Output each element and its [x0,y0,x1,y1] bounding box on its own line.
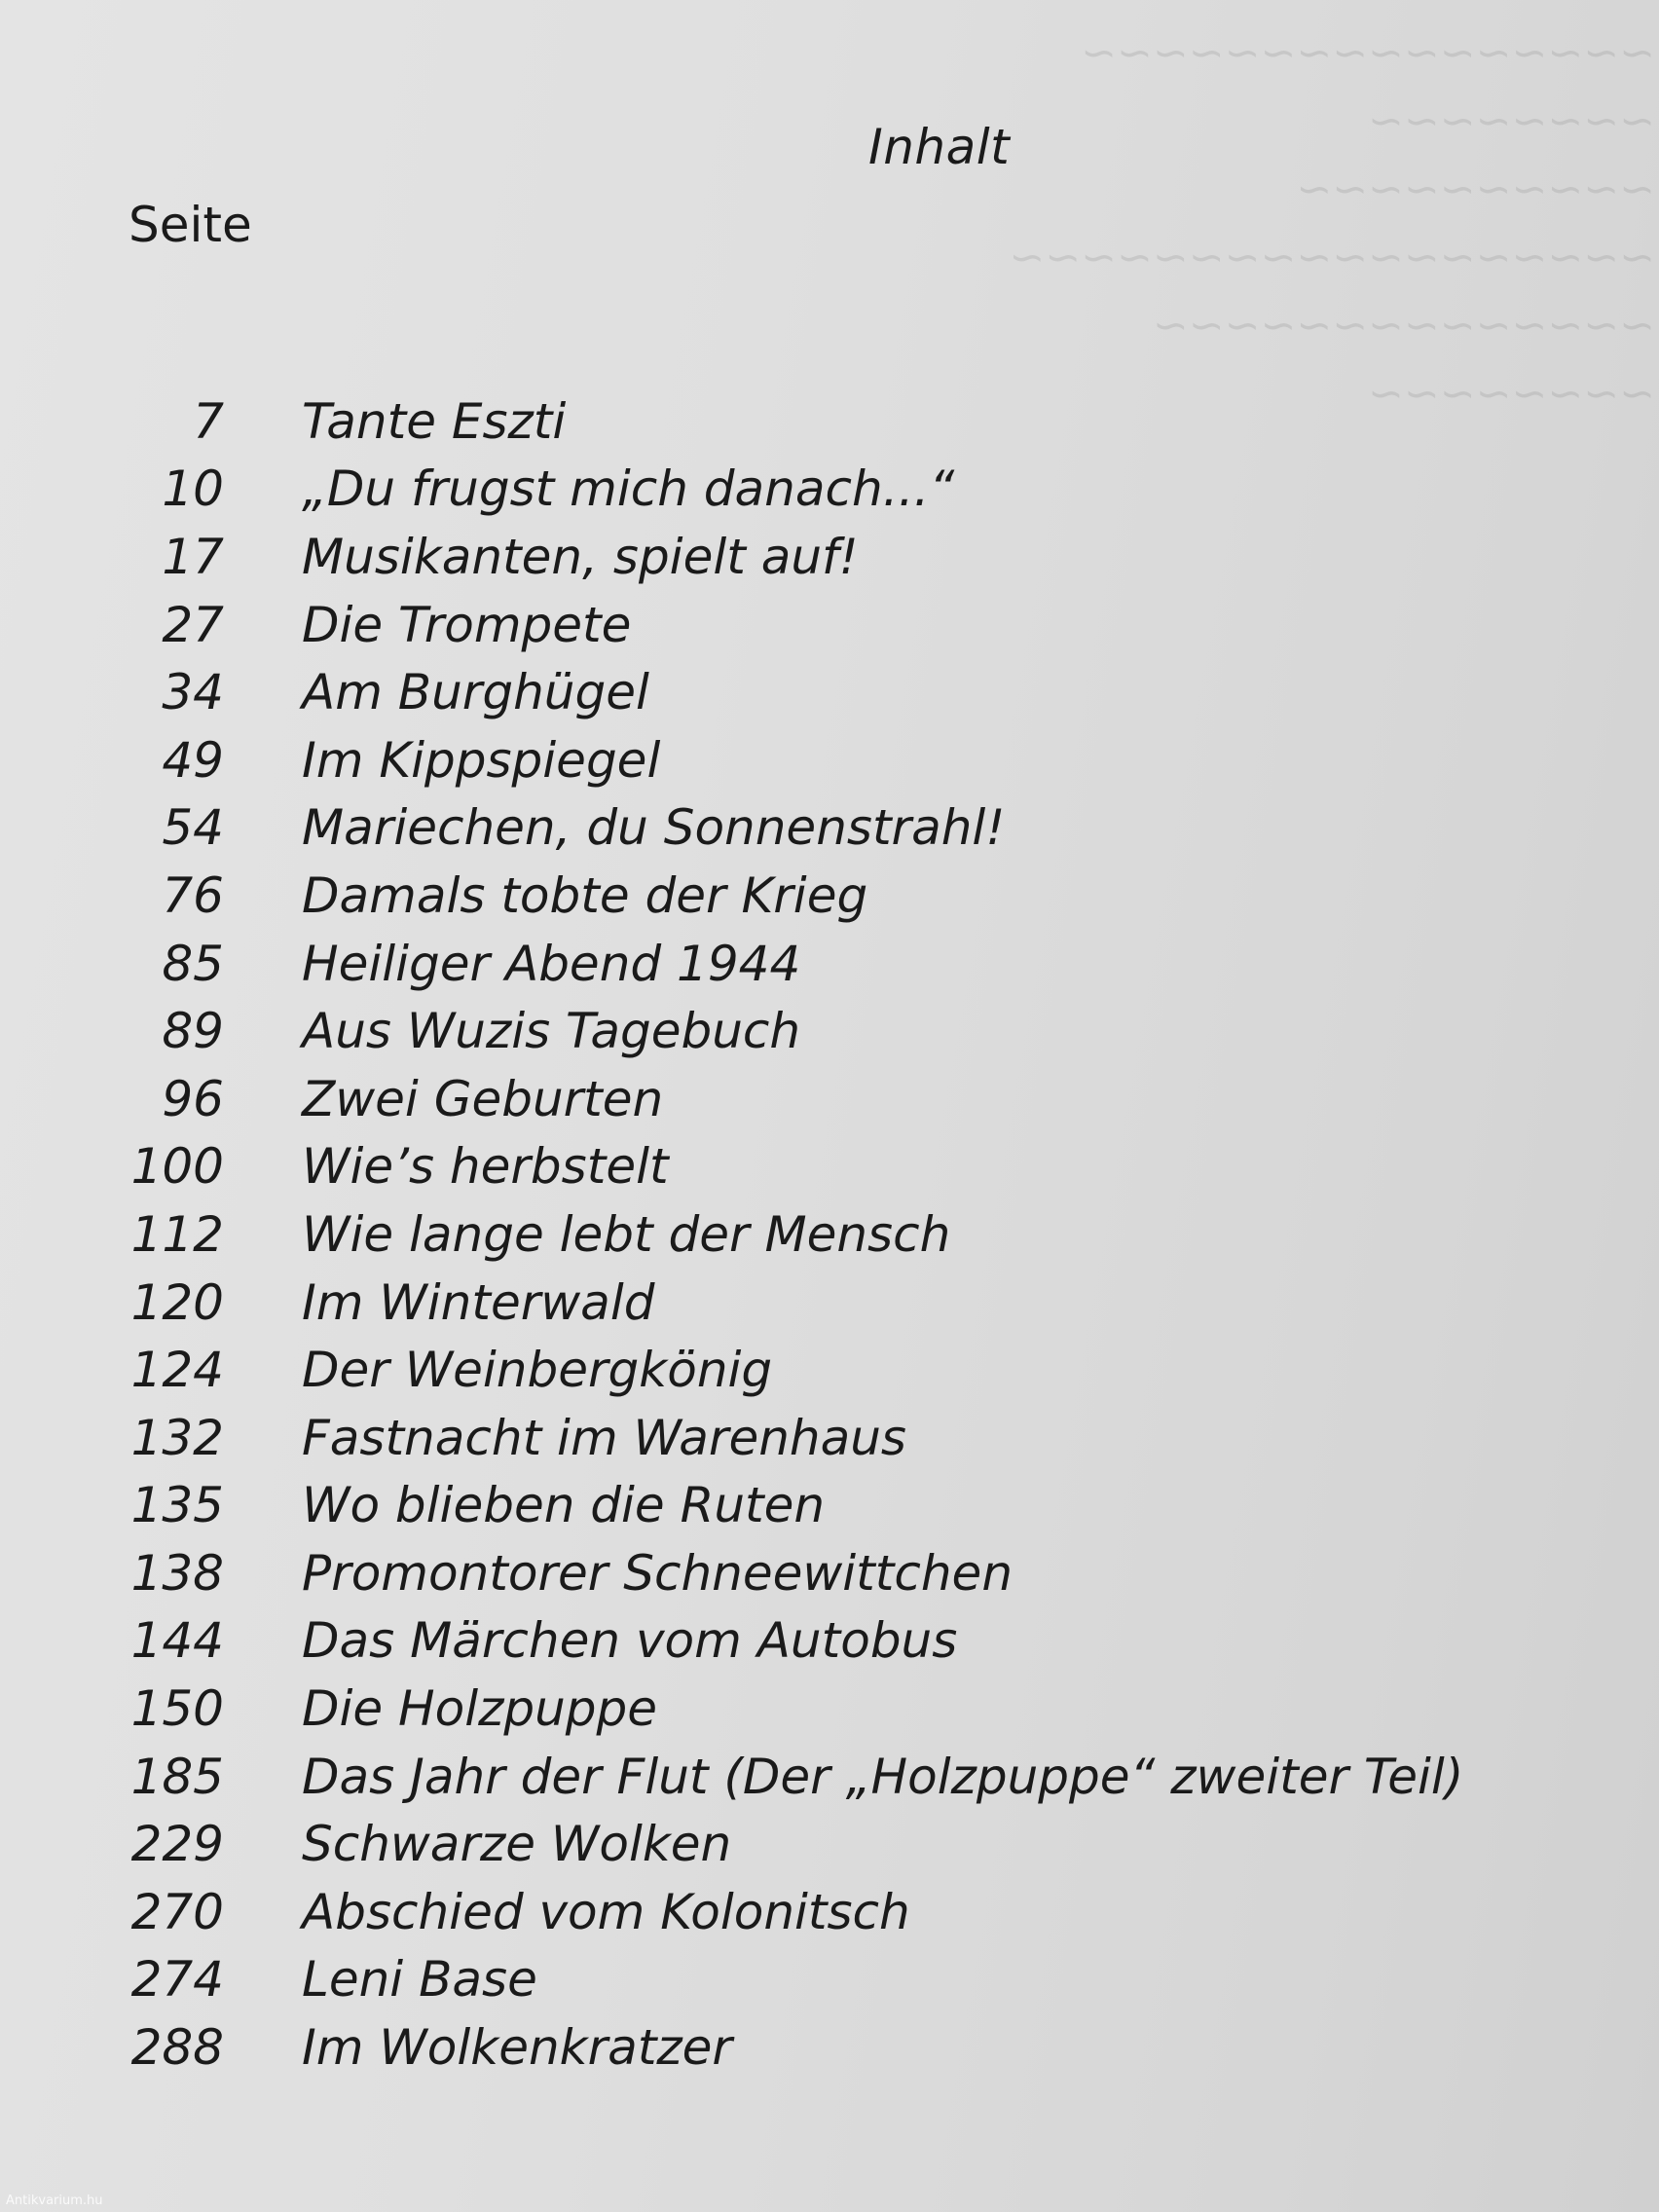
toc-page-number: 76 [162,866,224,924]
toc-title: Damals tobte der Krieg [302,866,868,924]
toc-page-number: 138 [130,1544,224,1602]
toc-entry [0,930,1659,998]
toc-page-number: 27 [162,596,224,653]
watermark: Antikvarium.hu [6,2194,103,2208]
toc-title: Das Märchen vom Autobus [302,1612,958,1670]
toc-page-number: 54 [162,799,224,857]
toc-page-number: 7 [193,392,224,450]
toc-title: Zwei Geburten [302,1070,664,1127]
toc-title: Fastnacht im Warenhaus [302,1409,906,1466]
toc-page-number: 89 [162,1003,224,1060]
toc-title: Im Kippspiegel [302,731,661,789]
toc-entry [0,997,1659,1065]
toc-entry [0,862,1659,930]
toc-title: Wo blieben die Ruten [302,1477,826,1534]
toc-entry [0,1878,1659,1946]
toc-page-number: 135 [130,1477,224,1534]
toc-page-number: 34 [162,664,224,721]
page-title: Inhalt [868,119,1011,175]
toc-title: Im Winterwald [302,1273,655,1331]
toc-entry [0,1404,1659,1472]
toc-title: Am Burghügel [302,664,649,721]
toc-entry [0,387,1659,456]
toc-title: Die Trompete [302,596,632,653]
toc-entry [0,456,1659,524]
toc-entry [0,523,1659,591]
toc-page-number: 150 [130,1680,224,1738]
toc-entry [0,1743,1659,1811]
toc-entry [0,2013,1659,2082]
toc-entry [0,1336,1659,1404]
toc-page-number: 112 [130,1205,224,1263]
toc-entry [0,1675,1659,1743]
toc-title: Der Weinbergkönig [302,1342,773,1399]
toc-page-number: 132 [130,1409,224,1466]
toc-entry [0,1065,1659,1133]
toc-page-number: 100 [130,1138,224,1196]
toc-entry [0,1607,1659,1676]
toc-page-number: 144 [130,1612,224,1670]
toc-page-number: 85 [162,935,224,992]
toc-page-number: 229 [130,1816,224,1873]
toc-page-number: 17 [162,528,224,585]
toc-title: Die Holzpuppe [302,1680,658,1738]
toc-entry [0,1946,1659,2014]
toc-page-number: 124 [130,1342,224,1399]
toc-title: Heiliger Abend 1944 [302,935,801,992]
toc-entry [0,658,1659,726]
toc-entry [0,591,1659,659]
bleed-through-text: ~~~~~~~~~~~~~~~~ ~~~~~~~~ ~~~~~~~~~~ ~~~~~~~~~~~~~~~~~~ ~~~~~~~~~~~~~~ ~~~~~~~~ [1009,28,1655,419]
toc-page-number: 49 [162,731,224,789]
toc-page-number: 120 [130,1273,224,1331]
toc-page-number: 288 [130,2019,224,2077]
toc-page-number: 96 [162,1070,224,1127]
toc-title: Musikanten, spielt auf! [302,528,859,585]
toc-entry [0,1472,1659,1540]
toc-title: „Du frugst mich danach...“ [302,461,955,518]
toc-entry [0,1133,1659,1201]
toc-page-number: 185 [130,1748,224,1805]
toc-entry [0,794,1659,863]
toc-entry [0,1539,1659,1607]
toc-entry [0,726,1659,794]
toc-title: Wie’s herbstelt [302,1138,669,1196]
toc-title: Schwarze Wolken [302,1816,732,1873]
toc-title: Mariechen, du Sonnenstrahl! [302,799,1006,857]
table-of-contents [0,387,1659,2082]
toc-entry [0,1269,1659,1337]
toc-page-number: 274 [130,1951,224,2009]
toc-title: Leni Base [302,1951,537,2009]
toc-entry [0,1810,1659,1878]
page-column-label: Seite [129,197,252,253]
toc-title: Promontorer Schneewittchen [302,1544,1014,1602]
toc-entry [0,1200,1659,1269]
toc-title: Aus Wuzis Tagebuch [302,1003,801,1060]
toc-title: Das Jahr der Flut (Der „Holzpuppe“ zweiter Teil) [302,1748,1464,1805]
toc-title: Wie lange lebt der Mensch [302,1205,951,1263]
toc-title: Abschied vom Kolonitsch [302,1883,910,1940]
toc-page-number: 10 [162,461,224,518]
toc-title: Im Wolkenkratzer [302,2019,732,2077]
toc-page-number: 270 [130,1883,224,1940]
toc-title: Tante Eszti [302,392,567,450]
